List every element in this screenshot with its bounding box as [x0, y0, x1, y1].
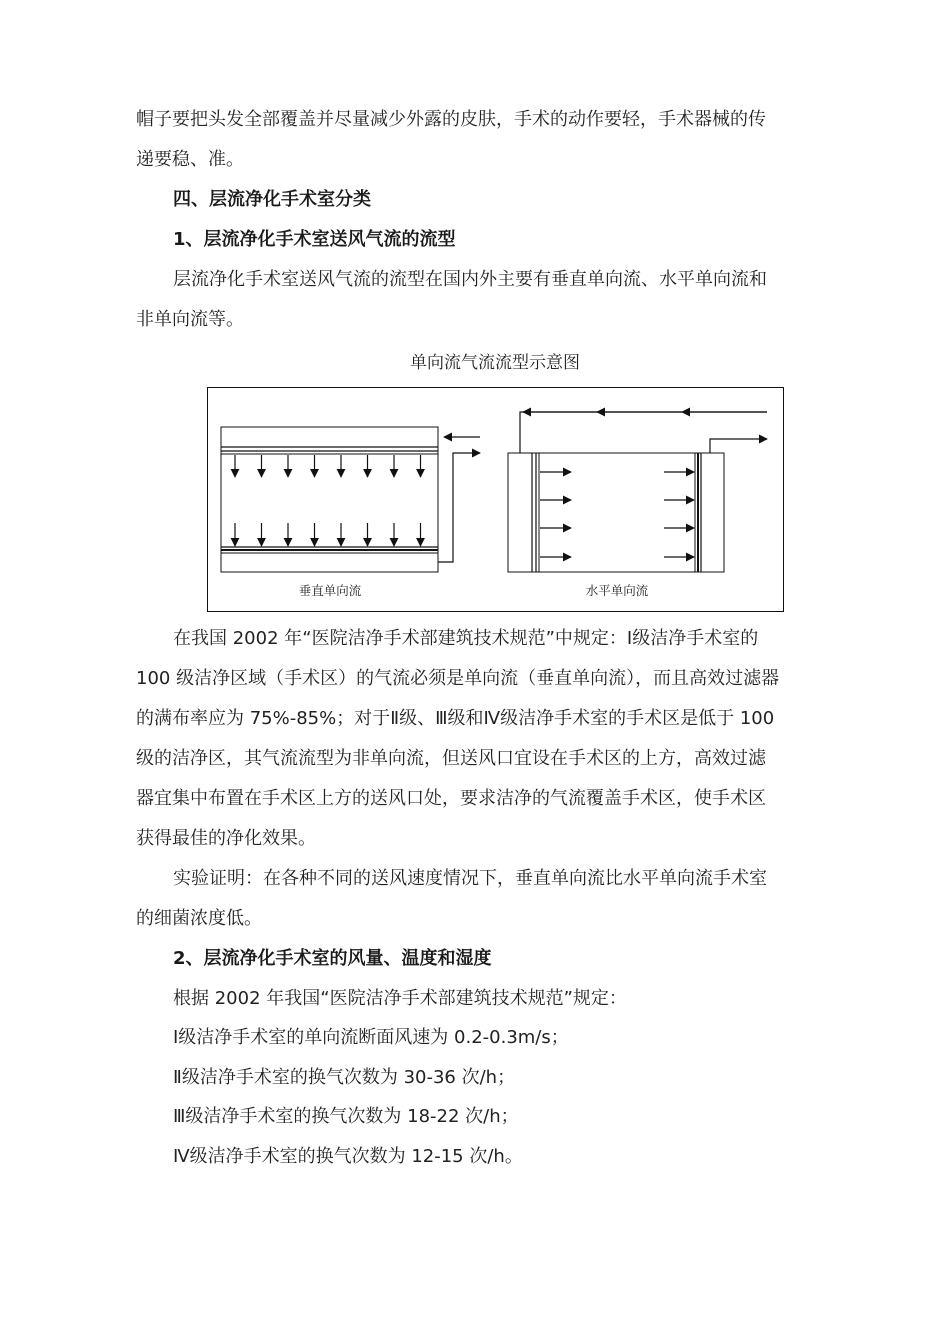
list-item: Ⅲ级洁净手术室的换气次数为 18-22 次/h；: [173, 1106, 519, 1127]
paragraph-line: 非单向流等。: [136, 309, 244, 330]
paragraph-line: 的细菌浓度低。: [136, 908, 262, 929]
paragraph-line: 层流净化手术室送风气流的流型在国内外主要有垂直单向流、水平单向流和: [173, 269, 767, 290]
paragraph-line: 器宜集中布置在手术区上方的送风口处，要求洁净的气流覆盖手术区，使手术区: [136, 788, 766, 809]
paragraph-line: 实验证明：在各种不同的送风速度情况下，垂直单向流比水平单向流手术室: [173, 868, 767, 889]
paragraph-line: 递要稳、准。: [136, 149, 244, 170]
paragraph-line: 根据 2002 年我国“医院洁净手术部建筑技术规范”规定：: [173, 988, 627, 1009]
subsection-heading: 2、层流净化手术室的风量、温度和湿度: [173, 948, 492, 969]
paragraph-line: 在我国 2002 年“医院洁净手术部建筑技术规范”中规定：Ⅰ级洁净手术室的: [173, 628, 759, 649]
paragraph-line: 获得最佳的净化效果。: [136, 828, 316, 849]
paragraph-line: 帽子要把头发全部覆盖并尽量减少外露的皮肤，手术的动作要轻，手术器械的传: [136, 109, 766, 130]
airflow-diagram: [207, 387, 784, 612]
subsection-heading: 1、层流净化手术室送风气流的流型: [173, 229, 456, 250]
list-item: Ⅰ级洁净手术室的单向流断面风速为 0.2-0.3m/s；: [173, 1027, 569, 1048]
section-heading: 四、层流净化手术室分类: [173, 189, 371, 210]
paragraph-line: 级的洁净区，其气流流型为非单向流，但送风口宜设在手术区的上方，高效过滤: [136, 748, 766, 769]
list-item: Ⅱ级洁净手术室的换气次数为 30-36 次/h；: [173, 1067, 516, 1088]
paragraph-line: 的满布率应为 75%-85%；对于Ⅱ级、Ⅲ级和Ⅳ级洁净手术室的手术区是低于 100: [136, 708, 775, 729]
horizontal-flow-label: 水平单向流: [585, 583, 649, 598]
vertical-flow-label: 垂直单向流: [298, 583, 362, 598]
paragraph-line: 100 级洁净区域（手术区）的气流必须是单向流（垂直单向流），而且高效过滤器: [136, 668, 780, 689]
figure-caption: 单向流气流流型示意图: [410, 353, 580, 373]
list-item: Ⅳ级洁净手术室的换气次数为 12-15 次/h。: [173, 1146, 523, 1167]
